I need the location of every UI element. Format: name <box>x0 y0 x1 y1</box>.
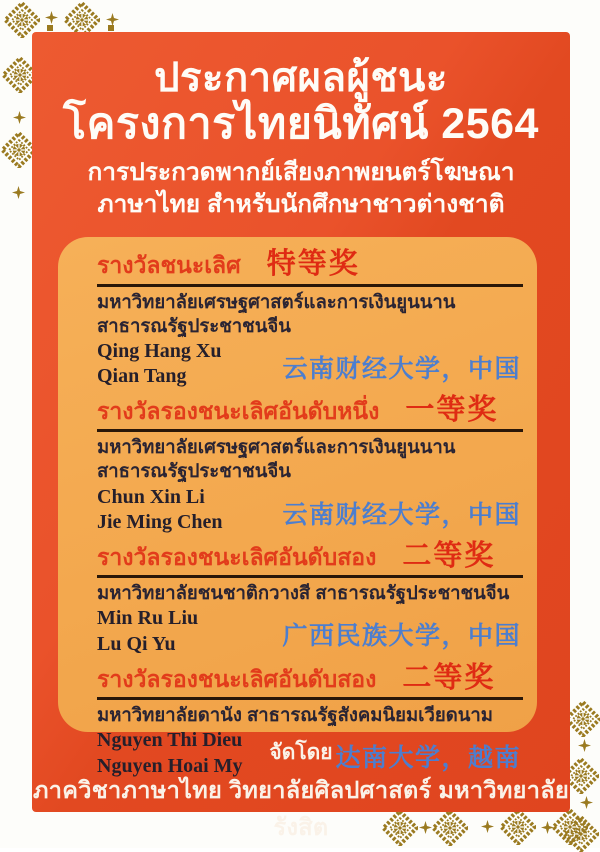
thai-ornament-accent-icon <box>12 186 25 199</box>
award-title-thai: รางวัลรองชนะเลิศอันดับสอง <box>97 543 377 570</box>
winner-names <box>97 485 523 536</box>
winner-name: Qian Tang <box>97 365 187 388</box>
poster-header <box>32 32 570 220</box>
award-heading <box>97 539 523 579</box>
university-name-chinese: 云南财经大学，中国 <box>282 500 521 529</box>
award-title-thai: รางวัลรองชนะเลิศอันดับสอง <box>97 665 377 692</box>
university-name-chinese: 达南大学，越南 <box>335 744 521 773</box>
winner-names <box>97 606 523 657</box>
winner-name: Min Ru Liu <box>97 607 199 630</box>
thai-ornament-accent-icon <box>580 796 593 809</box>
thai-ornament-accent-icon <box>13 111 26 124</box>
university-name-thai: มหาวิทยาลัยดานัง สาธารณรัฐสังคมนิยมเวียดนาม <box>97 704 493 726</box>
university-name-chinese: 云南财经大学，中国 <box>282 354 521 383</box>
thai-ornament-accent-icon <box>578 739 591 752</box>
winner-name: Nguyen Hoai My <box>97 754 243 777</box>
university-name-thai: มหาวิทยาลัยเศรษฐศาสตร์และการเงินยูนนาน สาธารณรัฐประชาชนจีน <box>97 290 456 336</box>
award-title-thai: รางวัลชนะเลิศ <box>97 251 241 278</box>
award-title-chinese: 特等奖 <box>266 248 360 280</box>
thai-ornament-square-icon <box>108 25 114 31</box>
award-heading <box>97 661 523 701</box>
winner-name: Qing Hang Xu <box>97 339 222 362</box>
organized-by-label: จัดโดย <box>269 741 333 764</box>
award-block-first-runner-up <box>97 393 523 536</box>
poster-subtitle-line1: การประกวดพากย์เสียงภาพยนตร์โฆษณา <box>87 159 515 187</box>
award-title-chinese: 一等奖 <box>405 393 499 426</box>
award-block-second-runner-up-1 <box>97 539 523 658</box>
thai-ornament-accent-icon <box>45 11 58 24</box>
winner-name: Jie Ming Chen <box>97 511 223 534</box>
award-title-chinese: 二等奖 <box>402 539 496 572</box>
award-title-chinese: 二等奖 <box>402 661 496 694</box>
university-name-chinese: 广西民族大学，中国 <box>282 622 521 651</box>
award-heading <box>97 393 523 433</box>
winner-name: Nguyen Thi Dieu <box>97 729 243 752</box>
award-title-thai: รางวัลรองชนะเลิศอันดับหนึ่ง <box>97 397 380 424</box>
poster-title-line1: ประกาศผลผู้ชนะ <box>154 56 448 100</box>
thai-ornament-square-icon <box>47 25 53 31</box>
winner-names <box>97 339 523 390</box>
organizer-name: ภาควิชาภาษาไทย วิทยาลัยศิลปศาสตร์ มหาวิทยาลัยรังสิต <box>32 777 570 841</box>
award-block-grand-prize <box>97 250 523 390</box>
university-name-thai: มหาวิทยาลัยชนชาติกวางสี สาธารณรัฐประชาชนจีน <box>97 582 510 604</box>
poster-footer <box>32 740 570 846</box>
poster-title-line2: โครงการไทยนิทัศน์ 2564 <box>63 100 539 148</box>
award-heading <box>97 250 523 287</box>
poster-subtitle-line2: ภาษาไทย สำหรับนักศึกษาชาวต่างชาติ <box>97 190 505 218</box>
winner-name: Chun Xin Li <box>97 485 205 508</box>
announcement-card <box>32 32 570 841</box>
thai-ornament-rosette-icon <box>565 701 600 737</box>
winner-name: Lu Qi Yu <box>97 632 176 655</box>
university-name-thai: มหาวิทยาลัยเศรษฐศาสตร์และการเงินยูนนาน สาธารณรัฐประชาชนจีน <box>97 436 456 482</box>
